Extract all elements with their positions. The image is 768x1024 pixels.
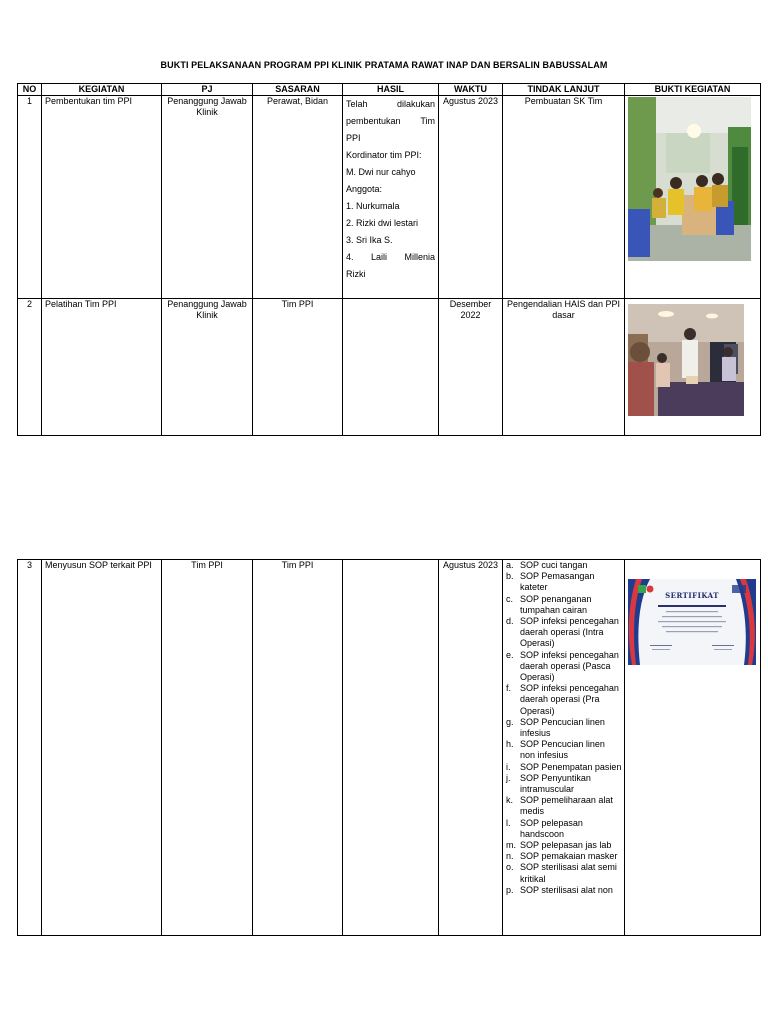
table-header-row bbox=[18, 84, 761, 96]
row-tindak-lanjut: Pengendalian HAIS dan PPI dasar bbox=[503, 299, 625, 436]
header-no: NO bbox=[18, 84, 42, 96]
hasil-line: Kordinator tim PPI: bbox=[346, 150, 422, 160]
training-session-photo bbox=[628, 304, 744, 416]
sop-item-marker: n. bbox=[506, 851, 514, 862]
header-bukti-kegiatan: BUKTI KEGIATAN bbox=[625, 84, 761, 96]
row-no: 3 bbox=[18, 560, 42, 936]
row-hasil bbox=[343, 96, 439, 299]
sop-item-text: SOP sterilisasi alat non bbox=[520, 884, 613, 895]
row-bukti-kegiatan bbox=[625, 560, 761, 936]
row-no: 1 bbox=[18, 96, 42, 299]
sop-item-marker: d. bbox=[506, 616, 514, 627]
hasil-line: 1. Nurkumala bbox=[346, 201, 400, 211]
sop-item-text: SOP pelepasan jas lab bbox=[520, 840, 612, 851]
sop-item bbox=[506, 795, 622, 817]
sop-item-marker: f. bbox=[506, 683, 512, 694]
row-kegiatan: Menyusun SOP terkait PPI bbox=[42, 560, 162, 936]
certificate-title: SERTIFIKAT bbox=[665, 591, 719, 600]
sop-item-text: SOP sterilisasi alat semi kritikal bbox=[520, 862, 617, 884]
sop-item-marker: h. bbox=[506, 739, 514, 750]
sop-item bbox=[506, 862, 622, 884]
ppi-table-page-2 bbox=[17, 559, 761, 936]
row-no: 2 bbox=[18, 299, 42, 436]
hasil-line: 2. Rizki dwi lestari bbox=[346, 218, 419, 228]
table-row bbox=[18, 560, 761, 936]
header-tindak-lanjut: TINDAK LANJUT bbox=[503, 84, 625, 96]
sop-item-text: SOP penanganan tumpahan cairan bbox=[520, 593, 592, 615]
sop-item-marker: g. bbox=[506, 716, 514, 727]
row-kegiatan: Pembentukan tim PPI bbox=[42, 96, 162, 299]
sop-item-text: SOP infeksi pencegahan daerah operasi (Pra Operasi) bbox=[520, 683, 619, 716]
sop-item-marker: o. bbox=[506, 862, 514, 873]
sop-item bbox=[506, 762, 622, 773]
row-bukti-kegiatan bbox=[625, 299, 761, 436]
sop-item bbox=[506, 717, 622, 739]
hasil-line: pembentukan Tim bbox=[346, 116, 435, 126]
row-waktu: Agustus 2023 bbox=[439, 560, 503, 936]
sop-item-marker: p. bbox=[506, 884, 514, 895]
header-waktu: WAKTU bbox=[439, 84, 503, 96]
sop-item-text: SOP infeksi pencegahan daerah operasi (Intra Operasi) bbox=[520, 616, 619, 649]
header-sasaran: SASARAN bbox=[253, 84, 343, 96]
sop-item-text: SOP pemeliharaan alat medis bbox=[520, 795, 613, 817]
row-hasil bbox=[343, 560, 439, 936]
row-tindak-lanjut: Pembuatan SK Tim bbox=[503, 96, 625, 299]
header-pj: PJ bbox=[162, 84, 253, 96]
sop-item-marker: l. bbox=[506, 817, 511, 828]
sop-item bbox=[506, 773, 622, 795]
hasil-line: 4. Laili Millenia bbox=[346, 252, 435, 262]
row-pj: Penanggung Jawab Klinik bbox=[162, 299, 253, 436]
sop-item bbox=[506, 851, 622, 862]
hasil-line: Rizki bbox=[346, 269, 366, 279]
sop-item-marker: j. bbox=[506, 772, 511, 783]
row-waktu: Agustus 2023 bbox=[439, 96, 503, 299]
row-kegiatan: Pelatihan Tim PPI bbox=[42, 299, 162, 436]
row-sasaran: Tim PPI bbox=[253, 299, 343, 436]
hasil-line: PPI bbox=[346, 133, 361, 143]
row-tindak-lanjut bbox=[503, 560, 625, 936]
hasil-line: Telah dilakukan bbox=[346, 99, 435, 109]
sop-item bbox=[506, 571, 622, 593]
row-sasaran: Tim PPI bbox=[253, 560, 343, 936]
row-pj: Tim PPI bbox=[162, 560, 253, 936]
sop-item bbox=[506, 818, 622, 840]
sop-item-marker: a. bbox=[506, 560, 514, 570]
sop-item bbox=[506, 650, 622, 684]
row-sasaran: Perawat, Bidan bbox=[253, 96, 343, 299]
sop-item-text: SOP cuci tangan bbox=[520, 560, 588, 570]
hasil-line: Anggota: bbox=[346, 184, 383, 194]
sop-item bbox=[506, 560, 622, 571]
sop-item-text: SOP Pencucian linen non infesius bbox=[520, 739, 605, 761]
row-pj: Penanggung Jawab Klinik bbox=[162, 96, 253, 299]
header-kegiatan: KEGIATAN bbox=[42, 84, 162, 96]
document-title: BUKTI PELAKSANAAN PROGRAM PPI KLINIK PRATAMA RAWAT INAP DAN BERSALIN BABUSSALAM bbox=[160, 60, 608, 70]
sop-item-text: SOP pemakaian masker bbox=[520, 851, 618, 862]
sop-item-marker: k. bbox=[506, 795, 514, 806]
meeting-room-photo bbox=[628, 97, 751, 261]
sop-item-text: SOP infeksi pencegahan daerah operasi (Pasca Operasi) bbox=[520, 649, 619, 683]
sop-item-marker: i. bbox=[506, 761, 511, 772]
sop-item bbox=[506, 885, 622, 896]
table-row bbox=[18, 96, 761, 299]
sop-item-marker: c. bbox=[506, 593, 514, 604]
sop-item-marker: e. bbox=[506, 649, 514, 660]
sop-item-text: SOP Pemasangan kateter bbox=[520, 571, 595, 593]
table-row bbox=[18, 299, 761, 436]
sop-item bbox=[506, 840, 622, 851]
sop-item-text: SOP Pencucian linen infesius bbox=[520, 716, 605, 739]
sop-item-marker: b. bbox=[506, 571, 514, 582]
row-hasil bbox=[343, 299, 439, 436]
sop-item bbox=[506, 739, 622, 761]
certificate-image bbox=[628, 579, 756, 665]
hasil-line: M. Dwi nur cahyo bbox=[346, 167, 416, 177]
row-bukti-kegiatan bbox=[625, 96, 761, 299]
sop-item-text: SOP Penyuntikan intramuscular bbox=[520, 772, 591, 795]
sop-item bbox=[506, 683, 622, 717]
sop-item-marker: m. bbox=[506, 840, 516, 851]
sop-item bbox=[506, 616, 622, 650]
sop-list bbox=[506, 560, 622, 896]
sop-item-text: SOP Penempatan pasien bbox=[520, 761, 622, 772]
row-waktu: Desember 2022 bbox=[439, 299, 503, 436]
ppi-table-page-1 bbox=[17, 83, 761, 436]
sop-item-text: SOP pelepasan handscoon bbox=[520, 817, 583, 839]
sop-item bbox=[506, 594, 622, 616]
hasil-line: 3. Sri Ika S. bbox=[346, 235, 393, 245]
header-hasil: HASIL bbox=[343, 84, 439, 96]
